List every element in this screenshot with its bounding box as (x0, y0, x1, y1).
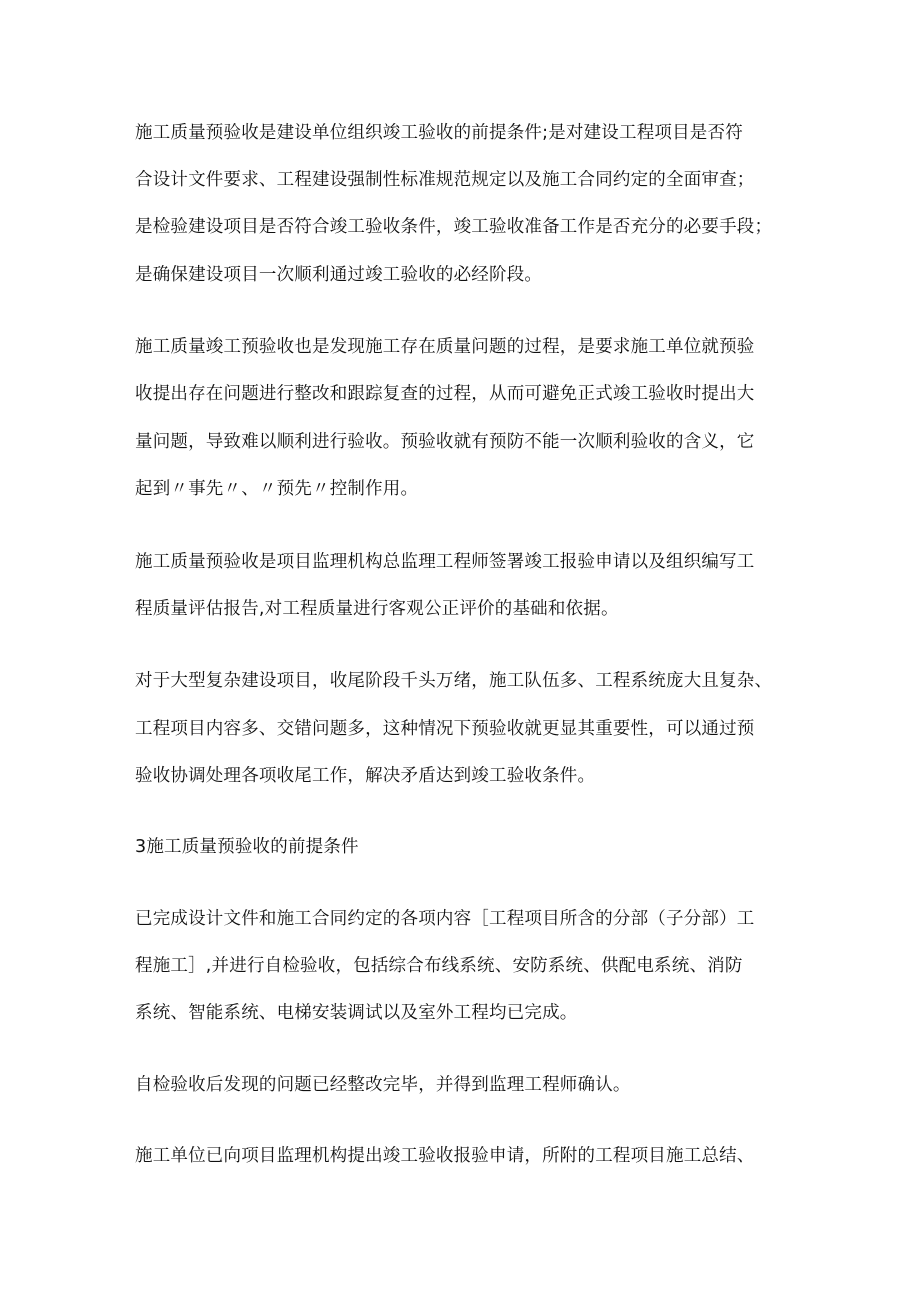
paragraph-1-line-2: 合设计文件要求、工程建设强制性标准规范规定以及施工合同约定的全面审查； (135, 170, 755, 190)
section-heading: 3施工质量预验收的前提条件 (135, 837, 359, 857)
paragraph-4-line-3: 验收协调处理各项收尾工作，解决矛盾达到竣工验收条件。 (135, 766, 596, 786)
paragraph-1-line-3: 是检验建设项目是否符合竣工验收条件，竣工验收准备工作是否充分的必要手段； (135, 217, 773, 237)
paragraph-1-line-4: 是确保建设项目一次顺利通过竣工验收的必经阶段。 (135, 265, 543, 285)
paragraph-4-line-2: 工程项目内容多、交错问题多，这种情况下预验收就更显其重要性，可以通过预 (135, 719, 755, 739)
paragraph-2-line-2: 收提出存在问题进行整改和跟踪复查的过程，从而可避免正式竣工验收时提出大 (135, 384, 755, 404)
paragraph-6-line-2: 程施工］,并进行自检验收，包括综合布线系统、安防系统、供配电系统、消防 (135, 956, 743, 976)
paragraph-3-line-1: 施工质量预验收是项目监理机构总监理工程师签署竣工报验申请以及组织编写工 (135, 552, 755, 572)
paragraph-6-line-3: 系统、智能系统、电梯安装调试以及室外工程均已完成。 (135, 1003, 578, 1023)
paragraph-3-line-2: 程质量评估报告,对工程质量进行客观公正评价的基础和依据。 (135, 599, 619, 619)
paragraph-8-line-1: 施工单位已向项目监理机构提出竣工验收报验申请，所附的工程项目施工总结、 (135, 1146, 755, 1166)
paragraph-4-line-1: 对于大型复杂建设项目，收尾阶段千头万绪，施工队伍多、工程系统庞大且复杂、 (135, 671, 773, 691)
paragraph-6-line-1: 已完成设计文件和施工合同约定的各项内容［工程项目所含的分部（子分部）工 (135, 909, 755, 929)
paragraph-2-line-4: 起到〃事先〃、〃预先〃控制作用。 (135, 479, 419, 499)
paragraph-1-line-1: 施工质量预验收是建设单位组织竣工验收的前提条件;是对建设工程项目是否符 (135, 123, 743, 143)
paragraph-2-line-3: 量问题，导致难以顺利进行验收。预验收就有预防不能一次顺利验收的含义，它 (135, 432, 755, 452)
paragraph-7-line-1: 自检验收后发现的问题已经整改完毕，并得到监理工程师确认。 (135, 1075, 631, 1095)
paragraph-2-line-1: 施工质量竣工预验收也是发现施工存在质量问题的过程，是要求施工单位就预验 (135, 337, 755, 357)
